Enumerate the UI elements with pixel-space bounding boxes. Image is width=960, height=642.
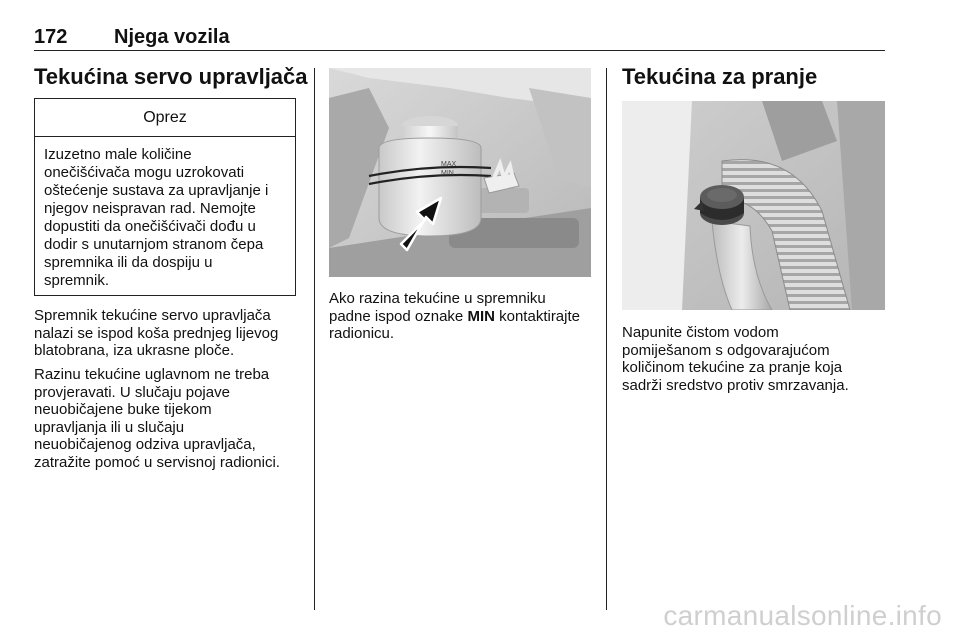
text-line: upravljanja ili u slučaju [34, 418, 185, 436]
text-fragment: kontaktirajte [494, 307, 580, 325]
section-title-washer-fluid: Tekućina za pranje [622, 64, 818, 89]
text-fragment: padne ispod oznake [329, 307, 468, 325]
reservoir-illustration [329, 68, 591, 277]
caution-line: spremnika ili da dospiju u [44, 254, 213, 271]
paragraph-min-level [329, 290, 599, 343]
caution-line: spremnik. [44, 272, 110, 289]
text-line: Napunite čistom vodom [622, 324, 779, 341]
text-line: Razinu tekućine uglavnom ne treba [34, 366, 270, 383]
header-rule [34, 50, 885, 51]
text-line: nalazi se ispod koša prednjeg lijevog [34, 324, 279, 342]
min-label-bold: MIN [467, 307, 495, 325]
min-mark-label: MIN [441, 170, 454, 177]
caution-line: dopustiti da onečišćivači dođu u [44, 218, 256, 235]
caution-line: onečišćivača mogu uzrokovati [44, 164, 245, 181]
max-mark-label: MAX [441, 161, 457, 168]
washer-illustration [622, 101, 885, 310]
watermark: carmanualsonline.info [663, 600, 942, 631]
caution-line: njegov neispravan rad. Nemojte [44, 200, 256, 217]
text-line: zatražite pomoć u servisnoj radionici. [34, 453, 280, 471]
text-line: neuobičajene buke tijekom [34, 401, 212, 418]
page-number: 172 [34, 26, 68, 48]
page-header [34, 26, 885, 52]
paragraph-washer-fill [622, 324, 887, 394]
paragraph-reservoir-location [34, 307, 309, 360]
text-line: Ako razina tekućine u spremniku [329, 290, 546, 307]
column-divider-right [606, 68, 607, 610]
column-divider-left [314, 68, 315, 610]
caution-box [34, 98, 296, 296]
caution-heading: Oprez [35, 99, 295, 137]
text-line: neuobičajenog odziva upravljača, [34, 436, 256, 453]
caution-text [44, 146, 294, 290]
chapter-title: Njega vozila [114, 26, 230, 48]
text-line: radionicu. [329, 325, 395, 342]
text-line: količinom tekućine za pranje koja [622, 359, 843, 376]
text-line: sadrži sredstvo protiv smrzavanja. [622, 376, 849, 394]
reservoir-photo [329, 68, 591, 277]
caution-line: Izuzetno male količine [44, 146, 192, 163]
paragraph-level-check [34, 366, 309, 471]
caution-line: dodir s unutarnjom stranom čepa [44, 236, 264, 253]
text-line: Spremnik tekućine servo upravljača [34, 307, 271, 324]
text-line: pomiješanom s odgovarajućom [622, 341, 830, 359]
caution-line: oštećenje sustava za upravljanje i [44, 182, 269, 199]
text-line: provjeravati. U slučaju pojave [34, 383, 230, 401]
text-line: blatobrana, iza ukrasne ploče. [34, 342, 235, 359]
washer-fluid-photo [622, 101, 885, 310]
section-title-power-steering: Tekućina servo upravljača [34, 64, 308, 89]
